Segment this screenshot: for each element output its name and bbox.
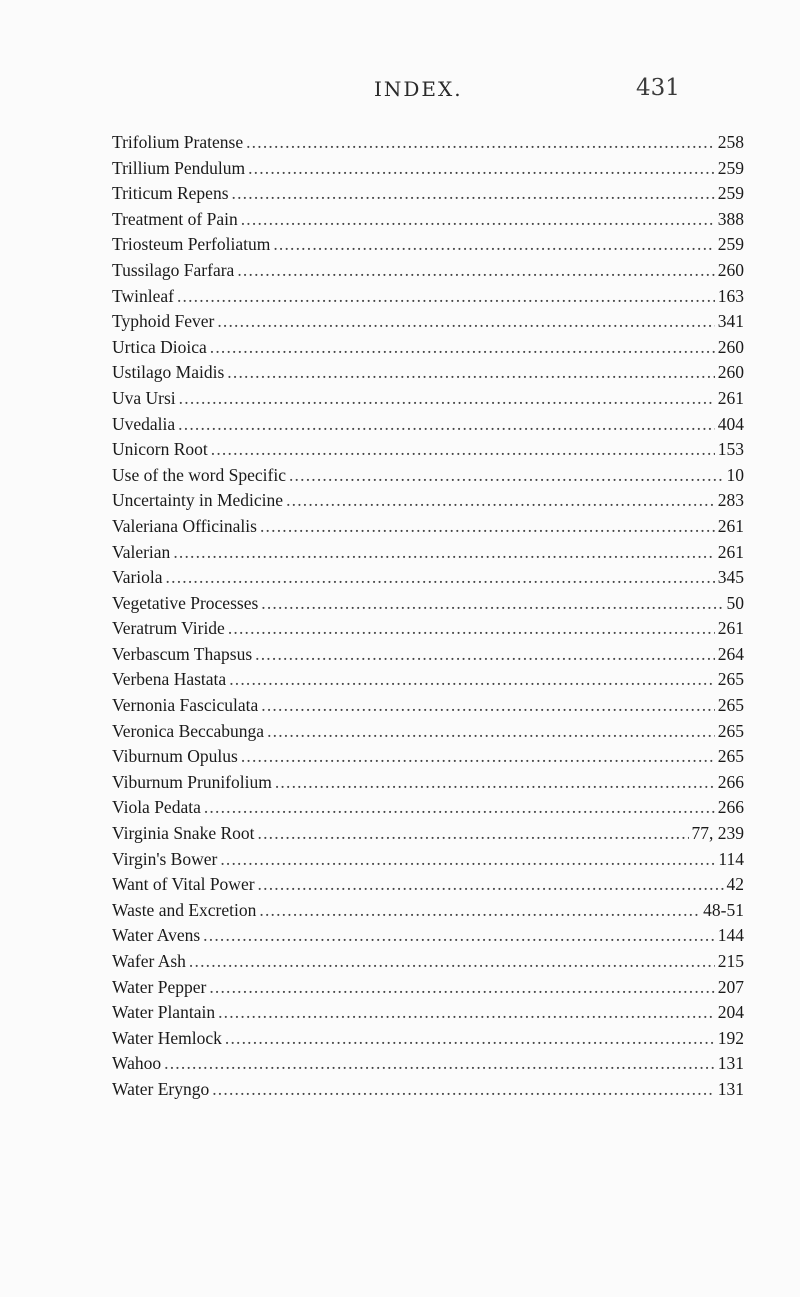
- index-term: Trillium Pendulum: [112, 157, 246, 178]
- index-entry: [112, 540, 744, 566]
- dot-leader: [204, 795, 715, 821]
- index-entry: [112, 156, 744, 182]
- index-page-ref: 260: [717, 362, 744, 383]
- index-page-ref: 266: [717, 771, 744, 792]
- index-entry: [112, 667, 744, 693]
- index-term: Use of the word Specific: [112, 464, 286, 485]
- index-page-ref: 265: [717, 720, 744, 741]
- index-term: Variola: [112, 567, 163, 588]
- index-entry: [112, 821, 744, 847]
- index-page-ref: 341: [717, 311, 744, 332]
- index-term: Virgin's Bower: [112, 848, 218, 869]
- dot-leader: [261, 693, 714, 719]
- index-entry: [112, 693, 744, 719]
- index-term: Tussilago Farfara: [112, 259, 235, 280]
- dot-leader: [218, 1000, 715, 1026]
- index-entry: [112, 744, 744, 770]
- index-term: Water Hemlock: [112, 1027, 222, 1048]
- index-page-ref: 163: [717, 285, 744, 306]
- index-page-ref: 42: [726, 874, 744, 895]
- dot-leader: [248, 156, 715, 182]
- index-term: Viburnum Opulus: [112, 746, 238, 767]
- index-term: Wafer Ash: [112, 951, 186, 971]
- index-entry: [112, 898, 744, 924]
- index-entry: [112, 1000, 744, 1026]
- index-page-ref: 345: [717, 567, 744, 588]
- dot-leader: [273, 232, 714, 258]
- dot-leader: [210, 335, 715, 361]
- index-page-ref: 50: [726, 592, 744, 613]
- index-entry: [112, 207, 744, 233]
- index-page-ref: 259: [717, 157, 744, 178]
- index-page-ref: 131: [717, 1053, 744, 1074]
- index-page-ref: 204: [717, 1002, 744, 1023]
- index-page-ref: 259: [717, 234, 744, 255]
- index-entry: [112, 181, 744, 207]
- dot-leader: [289, 463, 724, 489]
- index-term: Virginia Snake Root: [112, 823, 255, 844]
- index-entry: [112, 412, 744, 438]
- dot-leader: [209, 975, 714, 1001]
- page-title: INDEX.: [374, 77, 463, 101]
- index-page-ref: 207: [717, 976, 744, 997]
- index-entry: [112, 923, 744, 949]
- dot-leader: [227, 360, 714, 386]
- dot-leader: [173, 540, 714, 566]
- index-entry: [112, 975, 744, 1001]
- page-number: 431: [636, 75, 680, 101]
- index-page-ref: 192: [717, 1027, 744, 1048]
- dot-leader: [275, 770, 715, 796]
- dot-leader: [237, 258, 714, 284]
- index-entry: [112, 591, 744, 617]
- index-page-ref: 261: [717, 515, 744, 536]
- index-term: Waste and Excretion: [112, 899, 257, 920]
- dot-leader: [246, 130, 715, 156]
- index-page-ref: 77, 239: [691, 823, 744, 844]
- index-entry: [112, 463, 744, 489]
- index-term: Vernonia Fasciculata: [112, 695, 259, 716]
- index-page-ref: 265: [717, 695, 744, 716]
- dot-leader: [286, 488, 715, 514]
- index-page-ref: 131: [717, 1078, 744, 1099]
- index-entry: [112, 309, 744, 335]
- index-entry: [112, 258, 744, 284]
- index-page-ref: 283: [717, 490, 744, 511]
- index-page-ref: 266: [717, 797, 744, 818]
- dot-leader: [166, 565, 715, 591]
- dot-leader: [164, 1051, 715, 1077]
- index-page-ref: 264: [717, 643, 744, 664]
- index-page-ref: 10: [726, 464, 744, 485]
- index-term: Ustilago Maidis: [112, 362, 225, 383]
- dot-leader: [217, 309, 714, 335]
- index-term: Urtica Dioica: [112, 336, 207, 357]
- dot-leader: [179, 386, 715, 412]
- index-entry: [112, 847, 744, 873]
- index-page-ref: 259: [717, 183, 744, 204]
- index-entry: [112, 872, 744, 898]
- index-entry: [112, 386, 744, 412]
- index-term: Veronica Beccabunga: [112, 720, 265, 741]
- dot-leader: [189, 949, 715, 975]
- index-term: Verbena Hastata: [112, 669, 227, 690]
- dot-leader: [260, 514, 715, 540]
- index-entry: [112, 488, 744, 514]
- index-entry: [112, 642, 744, 668]
- index-page-ref: 215: [717, 951, 744, 971]
- index-page-ref: 260: [717, 336, 744, 357]
- index-term: Unicorn Root: [112, 439, 208, 460]
- index-page-ref: 260: [717, 259, 744, 280]
- index-entry: [112, 616, 744, 642]
- index-term: Veratrum Viride: [112, 618, 225, 639]
- index-term: Water Plantain: [112, 1002, 216, 1023]
- index-term: Valeriana Officinalis: [112, 515, 257, 536]
- index-page-ref: 114: [718, 848, 744, 869]
- dot-leader: [203, 923, 715, 949]
- index-entry: [112, 130, 744, 156]
- index-page-ref: 388: [717, 208, 744, 229]
- index-entry: [112, 770, 744, 796]
- index-entry: [112, 949, 744, 975]
- dot-leader: [178, 412, 715, 438]
- dot-leader: [258, 821, 689, 847]
- index-term: Viola Pedata: [112, 797, 201, 818]
- dot-leader: [177, 284, 715, 310]
- index-entry: [112, 232, 744, 258]
- index-page-ref: 404: [717, 413, 744, 434]
- index-term: Wahoo: [112, 1053, 162, 1074]
- index-page-ref: 144: [717, 925, 744, 946]
- index-page-ref: 48-51: [703, 899, 744, 920]
- dot-leader: [212, 1077, 715, 1103]
- index-term: Uvedalia: [112, 413, 176, 434]
- index-entry: [112, 360, 744, 386]
- index-entry: [112, 1051, 744, 1077]
- dot-leader: [228, 616, 715, 642]
- index-term: Uncertainty in Medicine: [112, 490, 284, 511]
- index-list: [112, 130, 744, 1103]
- dot-leader: [258, 872, 724, 898]
- dot-leader: [259, 898, 700, 924]
- index-page-ref: 265: [717, 669, 744, 690]
- index-entry: [112, 335, 744, 361]
- dot-leader: [229, 667, 715, 693]
- index-entry: [112, 719, 744, 745]
- index-term: Vegetative Processes: [112, 592, 259, 613]
- index-term: Water Pepper: [112, 976, 207, 997]
- index-page-ref: 153: [717, 439, 744, 460]
- index-page-ref: 265: [717, 746, 744, 767]
- dot-leader: [255, 642, 715, 668]
- index-term: Trifolium Pratense: [112, 132, 244, 152]
- index-entry: [112, 1026, 744, 1052]
- dot-leader: [225, 1026, 715, 1052]
- dot-leader: [267, 719, 715, 745]
- index-term: Verbascum Thapsus: [112, 643, 253, 664]
- index-term: Triosteum Perfoliatum: [112, 234, 271, 255]
- index-entry: [112, 795, 744, 821]
- index-term: Triticum Repens: [112, 183, 229, 204]
- index-entry: [112, 565, 744, 591]
- dot-leader: [241, 744, 715, 770]
- dot-leader: [211, 437, 715, 463]
- index-entry: [112, 1077, 744, 1103]
- index-page-ref: 261: [717, 618, 744, 639]
- index-term: Want of Vital Power: [112, 874, 255, 895]
- dot-leader: [232, 181, 715, 207]
- index-entry: [112, 437, 744, 463]
- index-term: Typhoid Fever: [112, 311, 215, 332]
- index-entry: [112, 284, 744, 310]
- index-term: Valerian: [112, 541, 171, 562]
- index-term: Twinleaf: [112, 285, 174, 306]
- dot-leader: [241, 207, 715, 233]
- index-term: Water Avens: [112, 925, 201, 946]
- index-term: Water Eryngo: [112, 1078, 210, 1099]
- dot-leader: [220, 847, 715, 873]
- index-term: Viburnum Prunifolium: [112, 771, 272, 792]
- index-entry: [112, 514, 744, 540]
- index-term: Treatment of Pain: [112, 208, 238, 229]
- index-page-ref: 258: [717, 132, 744, 152]
- index-page-ref: 261: [717, 541, 744, 562]
- index-term: Uva Ursi: [112, 387, 176, 408]
- page-header: [0, 77, 800, 111]
- dot-leader: [261, 591, 723, 617]
- index-page-ref: 261: [717, 387, 744, 408]
